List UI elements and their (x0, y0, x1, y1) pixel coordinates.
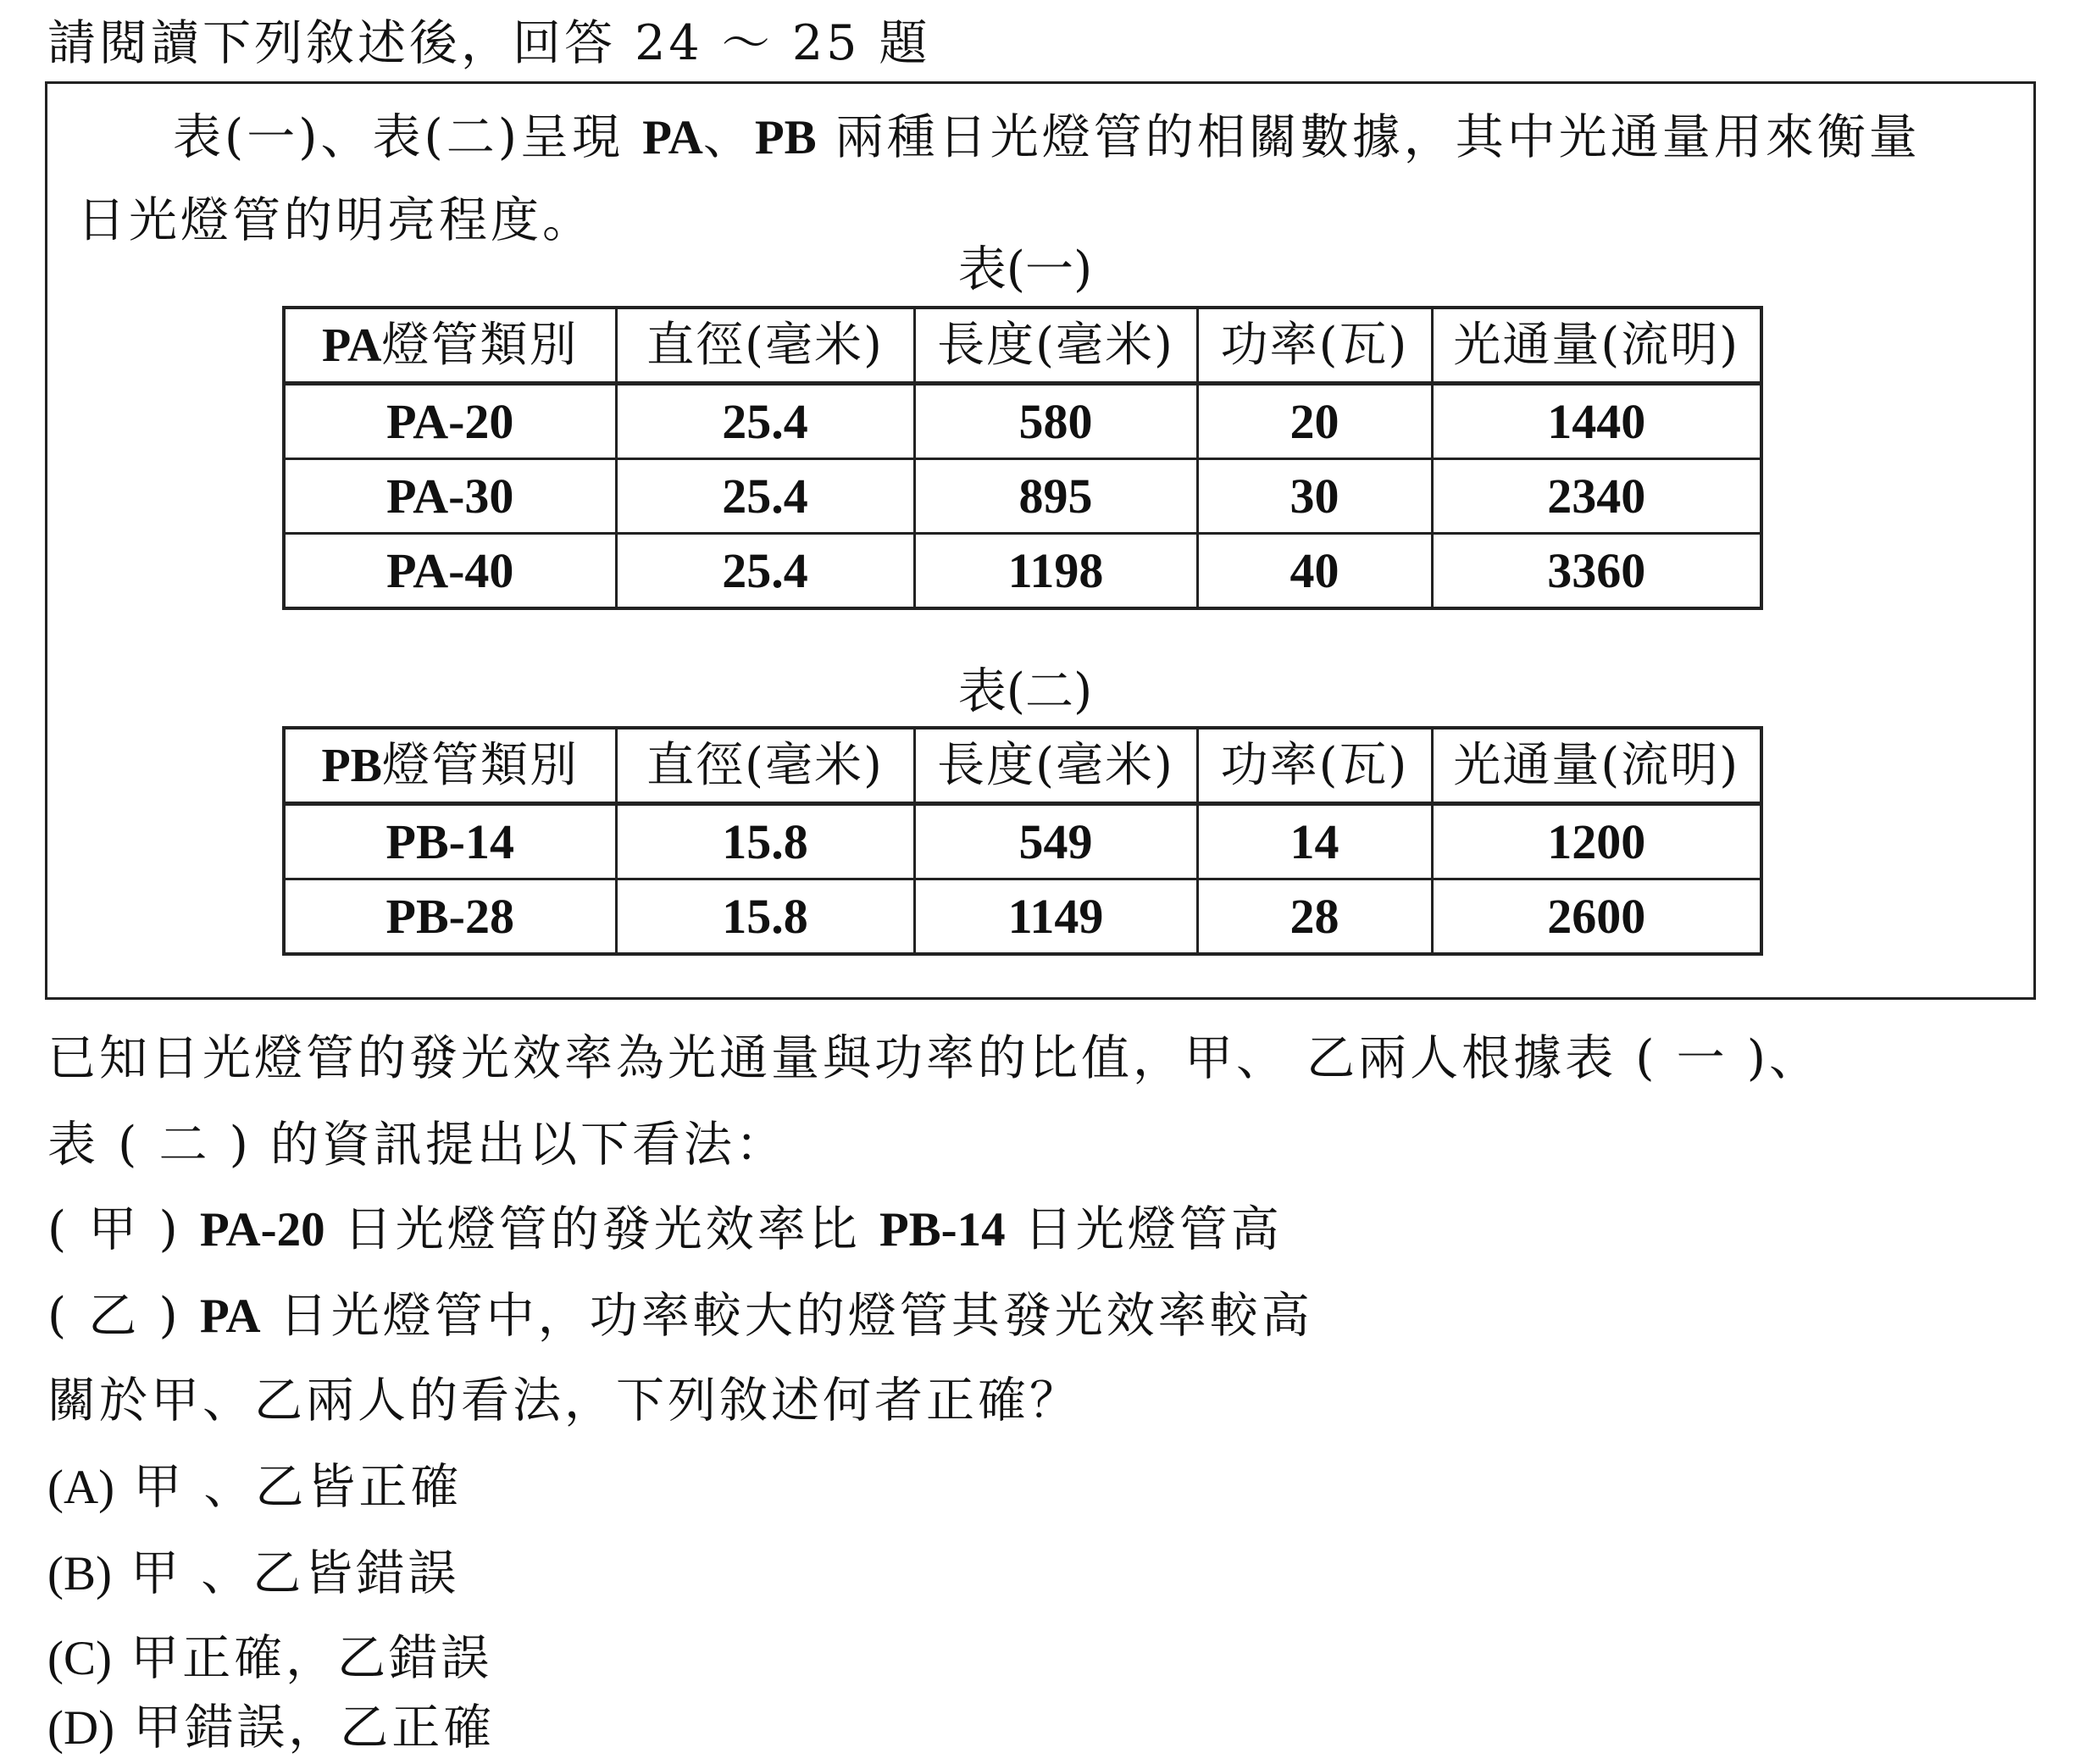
table-row (284, 459, 1761, 534)
table2-header-power: 功率(瓦) (1197, 728, 1432, 804)
table2-header-length: 長度(毫米) (914, 728, 1197, 804)
table-cell: 1198 (914, 534, 1197, 609)
option-c-key: (C) (47, 1632, 112, 1685)
option-b-key: (B) (47, 1547, 112, 1600)
table-row (284, 879, 1761, 955)
table-cell: PA-30 (284, 459, 616, 534)
question-ask: 關於甲、乙兩人的看法，下列敘述何者正確？ (47, 1373, 1081, 1428)
opinion-jia: ( 甲 ) PA-20 日光燈管的發光效率比 PB-14 日光燈管高 (47, 1201, 1283, 1257)
table-cell: 1200 (1432, 804, 1761, 879)
table-cell: 15.8 (616, 879, 914, 955)
option-c-text: 甲正確，乙錯誤 (111, 1630, 493, 1686)
table1-header-category: PA燈管類別 (284, 308, 616, 384)
table-cell: PB-14 (284, 804, 616, 879)
table2-header-diameter: 直徑(毫米) (616, 728, 914, 804)
option-d-text: 甲錯誤，乙正確 (114, 1700, 496, 1756)
table-cell: 2340 (1432, 459, 1761, 534)
table-pb-specs (282, 726, 1763, 956)
option-b-text: 甲 、乙皆錯誤 (111, 1545, 460, 1601)
option-a[interactable] (47, 1459, 462, 1516)
table-cell: 25.4 (616, 534, 914, 609)
table-cell: 20 (1197, 384, 1432, 459)
option-a-key: (A) (47, 1461, 115, 1514)
option-c[interactable] (47, 1630, 492, 1687)
table-row (284, 804, 1761, 879)
table-cell: 15.8 (616, 804, 914, 879)
option-d-key: (D) (47, 1701, 115, 1755)
table-cell: 549 (914, 804, 1197, 879)
table-cell: 40 (1197, 534, 1432, 609)
reading-instruction: 請閱讀下列敘述後，回答 24 ～ 25 題 (47, 15, 931, 71)
table-row (284, 534, 1761, 609)
table1-header-flux: 光通量(流明) (1432, 308, 1761, 384)
table1-caption: 表(一) (957, 241, 1093, 297)
opinion-yi: ( 乙 ) PA 日光燈管中，功率較大的燈管其發光效率較高 (47, 1288, 1313, 1344)
table-cell: PA-20 (284, 384, 616, 459)
option-d[interactable] (47, 1700, 495, 1756)
table-cell: 3360 (1432, 534, 1761, 609)
reading-passage-box (45, 81, 2036, 1000)
table-cell: 28 (1197, 879, 1432, 955)
table2-header-category: PB燈管類別 (284, 728, 616, 804)
table-cell: 25.4 (616, 459, 914, 534)
table-cell: 30 (1197, 459, 1432, 534)
table1-header-power: 功率(瓦) (1197, 308, 1432, 384)
table-row (284, 384, 1761, 459)
question-stem-line-1: 已知日光燈管的發光效率為光通量與功率的比值，甲、 乙兩人根據表 ( 一 )、 (47, 1030, 1821, 1086)
table2-header-flux: 光通量(流明) (1432, 728, 1761, 804)
table-cell: 25.4 (616, 384, 914, 459)
table1-header-diameter: 直徑(毫米) (616, 308, 914, 384)
table-cell: 1149 (914, 879, 1197, 955)
table2-header-row (284, 728, 1761, 804)
table2-caption: 表(二) (957, 663, 1093, 719)
question-stem-line-2: 表 ( 二 ) 的資訊提出以下看法： (47, 1117, 787, 1173)
table1-header-row (284, 308, 1761, 384)
option-a-text: 甲 、乙皆正確 (114, 1459, 463, 1515)
table-cell: 895 (914, 459, 1197, 534)
table-cell: 580 (914, 384, 1197, 459)
option-b[interactable] (47, 1545, 459, 1602)
table-cell: 14 (1197, 804, 1432, 879)
table-cell: 2600 (1432, 879, 1761, 955)
table1-header-length: 長度(毫米) (914, 308, 1197, 384)
table-cell: PB-28 (284, 879, 616, 955)
intro-line-2: 日光燈管的明亮程度。 (77, 192, 594, 248)
table-cell: PA-40 (284, 534, 616, 609)
table-pa-specs (282, 306, 1763, 610)
intro-line-1: 表(一)、表(二)呈現 PA、PB 兩種日光燈管的相關數據，其中光通量用來衡量 (173, 109, 1921, 165)
table-cell: 1440 (1432, 384, 1761, 459)
